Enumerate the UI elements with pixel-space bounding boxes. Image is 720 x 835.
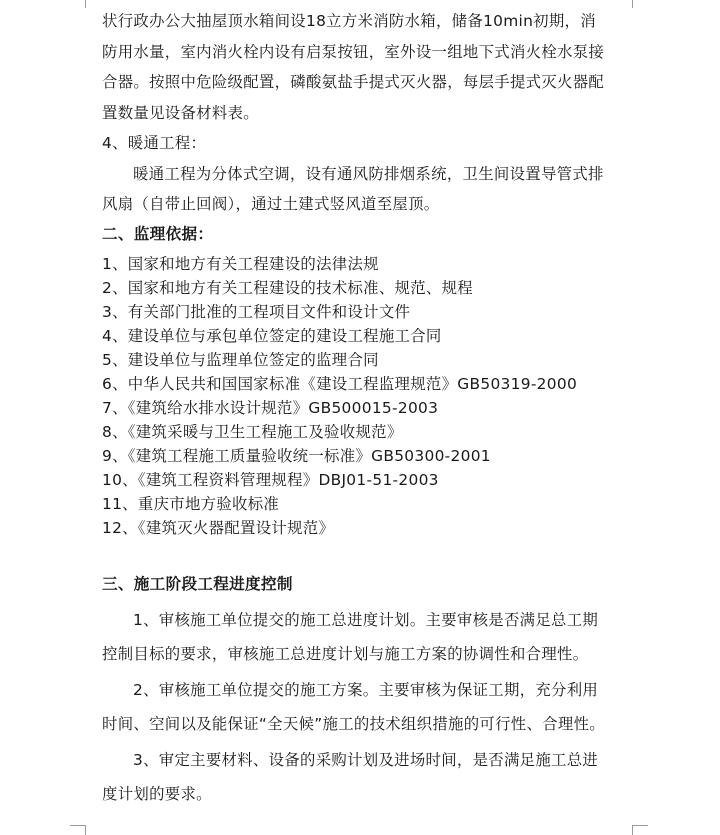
crop-mark-bottom-left-horizontal bbox=[70, 825, 86, 826]
text-line: 3、审定主要材料、设备的采购计划及进场时间，是否满足施工总进 bbox=[133, 751, 599, 769]
crop-mark-top-right-vertical bbox=[632, 0, 633, 8]
crop-mark-bottom-right-vertical bbox=[632, 825, 633, 835]
basis-heading: 二、监理依据： bbox=[102, 225, 214, 243]
fire-water-paragraph bbox=[102, 6, 632, 128]
list-item: 6、中华人民共和国国家标准《建设工程监理规范》GB50319-2000 bbox=[102, 375, 578, 393]
text-line: 暖通工程为分体式空调，设有通风防排烟系统，卫生间设置导管式排 bbox=[133, 164, 604, 183]
hvac-section bbox=[102, 128, 632, 220]
schedule-section bbox=[102, 572, 632, 594]
crop-mark-bottom-right-horizontal bbox=[632, 825, 648, 826]
text-line: 合器。按照中危险级配置，磷酸氨盐手提式灭火器，每层手提式灭火器配 bbox=[102, 73, 605, 91]
schedule-heading: 三、施工阶段工程进度控制 bbox=[102, 575, 293, 593]
text-line: 时间、空间以及能保证“全天候”施工的技术组织措施的可行性、合理性。 bbox=[102, 715, 605, 733]
text-line: 度计划的要求。 bbox=[102, 785, 212, 803]
crop-mark-bottom-left-vertical bbox=[85, 825, 86, 835]
list-item: 8、《建筑采暖与卫生工程施工及验收规范》 bbox=[102, 423, 403, 441]
list-item: 4、建设单位与承包单位签定的建设工程施工合同 bbox=[102, 327, 442, 345]
hvac-heading: 4、暖通工程： bbox=[102, 134, 207, 152]
list-item: 3、有关部门批准的工程项目文件和设计文件 bbox=[102, 303, 411, 321]
list-item: 1、国家和地方有关工程建设的法律法规 bbox=[102, 255, 379, 273]
text-line: 置数量见设备材料表。 bbox=[102, 103, 259, 122]
basis-list-block bbox=[102, 252, 632, 540]
basis-list bbox=[102, 252, 632, 540]
basis-section bbox=[102, 222, 632, 244]
list-item: 7、《建筑给水排水设计规范》GB500015-2003 bbox=[102, 399, 439, 417]
text-line: 状行政办公大抽屋顶水箱间设18立方米消防水箱，储备10min初期，消 bbox=[102, 12, 596, 30]
text-line: 控制目标的要求，审核施工总进度计划与施工方案的协调性和合理性。 bbox=[102, 645, 589, 663]
list-item: 10、《建筑工程资料管理规程》DBJ01-51-2003 bbox=[102, 471, 439, 489]
schedule-paragraphs bbox=[102, 603, 632, 811]
text-line: 防用水量，室内消火栓内设有启泵按钮，室外设一组地下式消火栓水泵接 bbox=[102, 42, 605, 61]
list-item: 5、建设单位与监理单位签定的监理合同 bbox=[102, 351, 379, 369]
list-item: 12、《建筑灭火器配置设计规范》 bbox=[102, 519, 335, 537]
list-item: 11、重庆市地方验收标准 bbox=[102, 495, 280, 513]
text-line: 风扇（自带止回阀），通过土建式竖风道至屋顶。 bbox=[102, 195, 440, 213]
crop-mark-top-left-vertical bbox=[85, 0, 86, 8]
list-item: 2、国家和地方有关工程建设的技术标准、规范、规程 bbox=[102, 279, 473, 297]
list-item: 9、《建筑工程施工质量验收统一标准》GB50300-2001 bbox=[102, 447, 491, 465]
text-line: 1、审核施工单位提交的施工总进度计划。主要审核是否满足总工期 bbox=[133, 611, 599, 629]
text-line: 2、审核施工单位提交的施工方案。主要审核为保证工期，充分利用 bbox=[133, 681, 599, 699]
